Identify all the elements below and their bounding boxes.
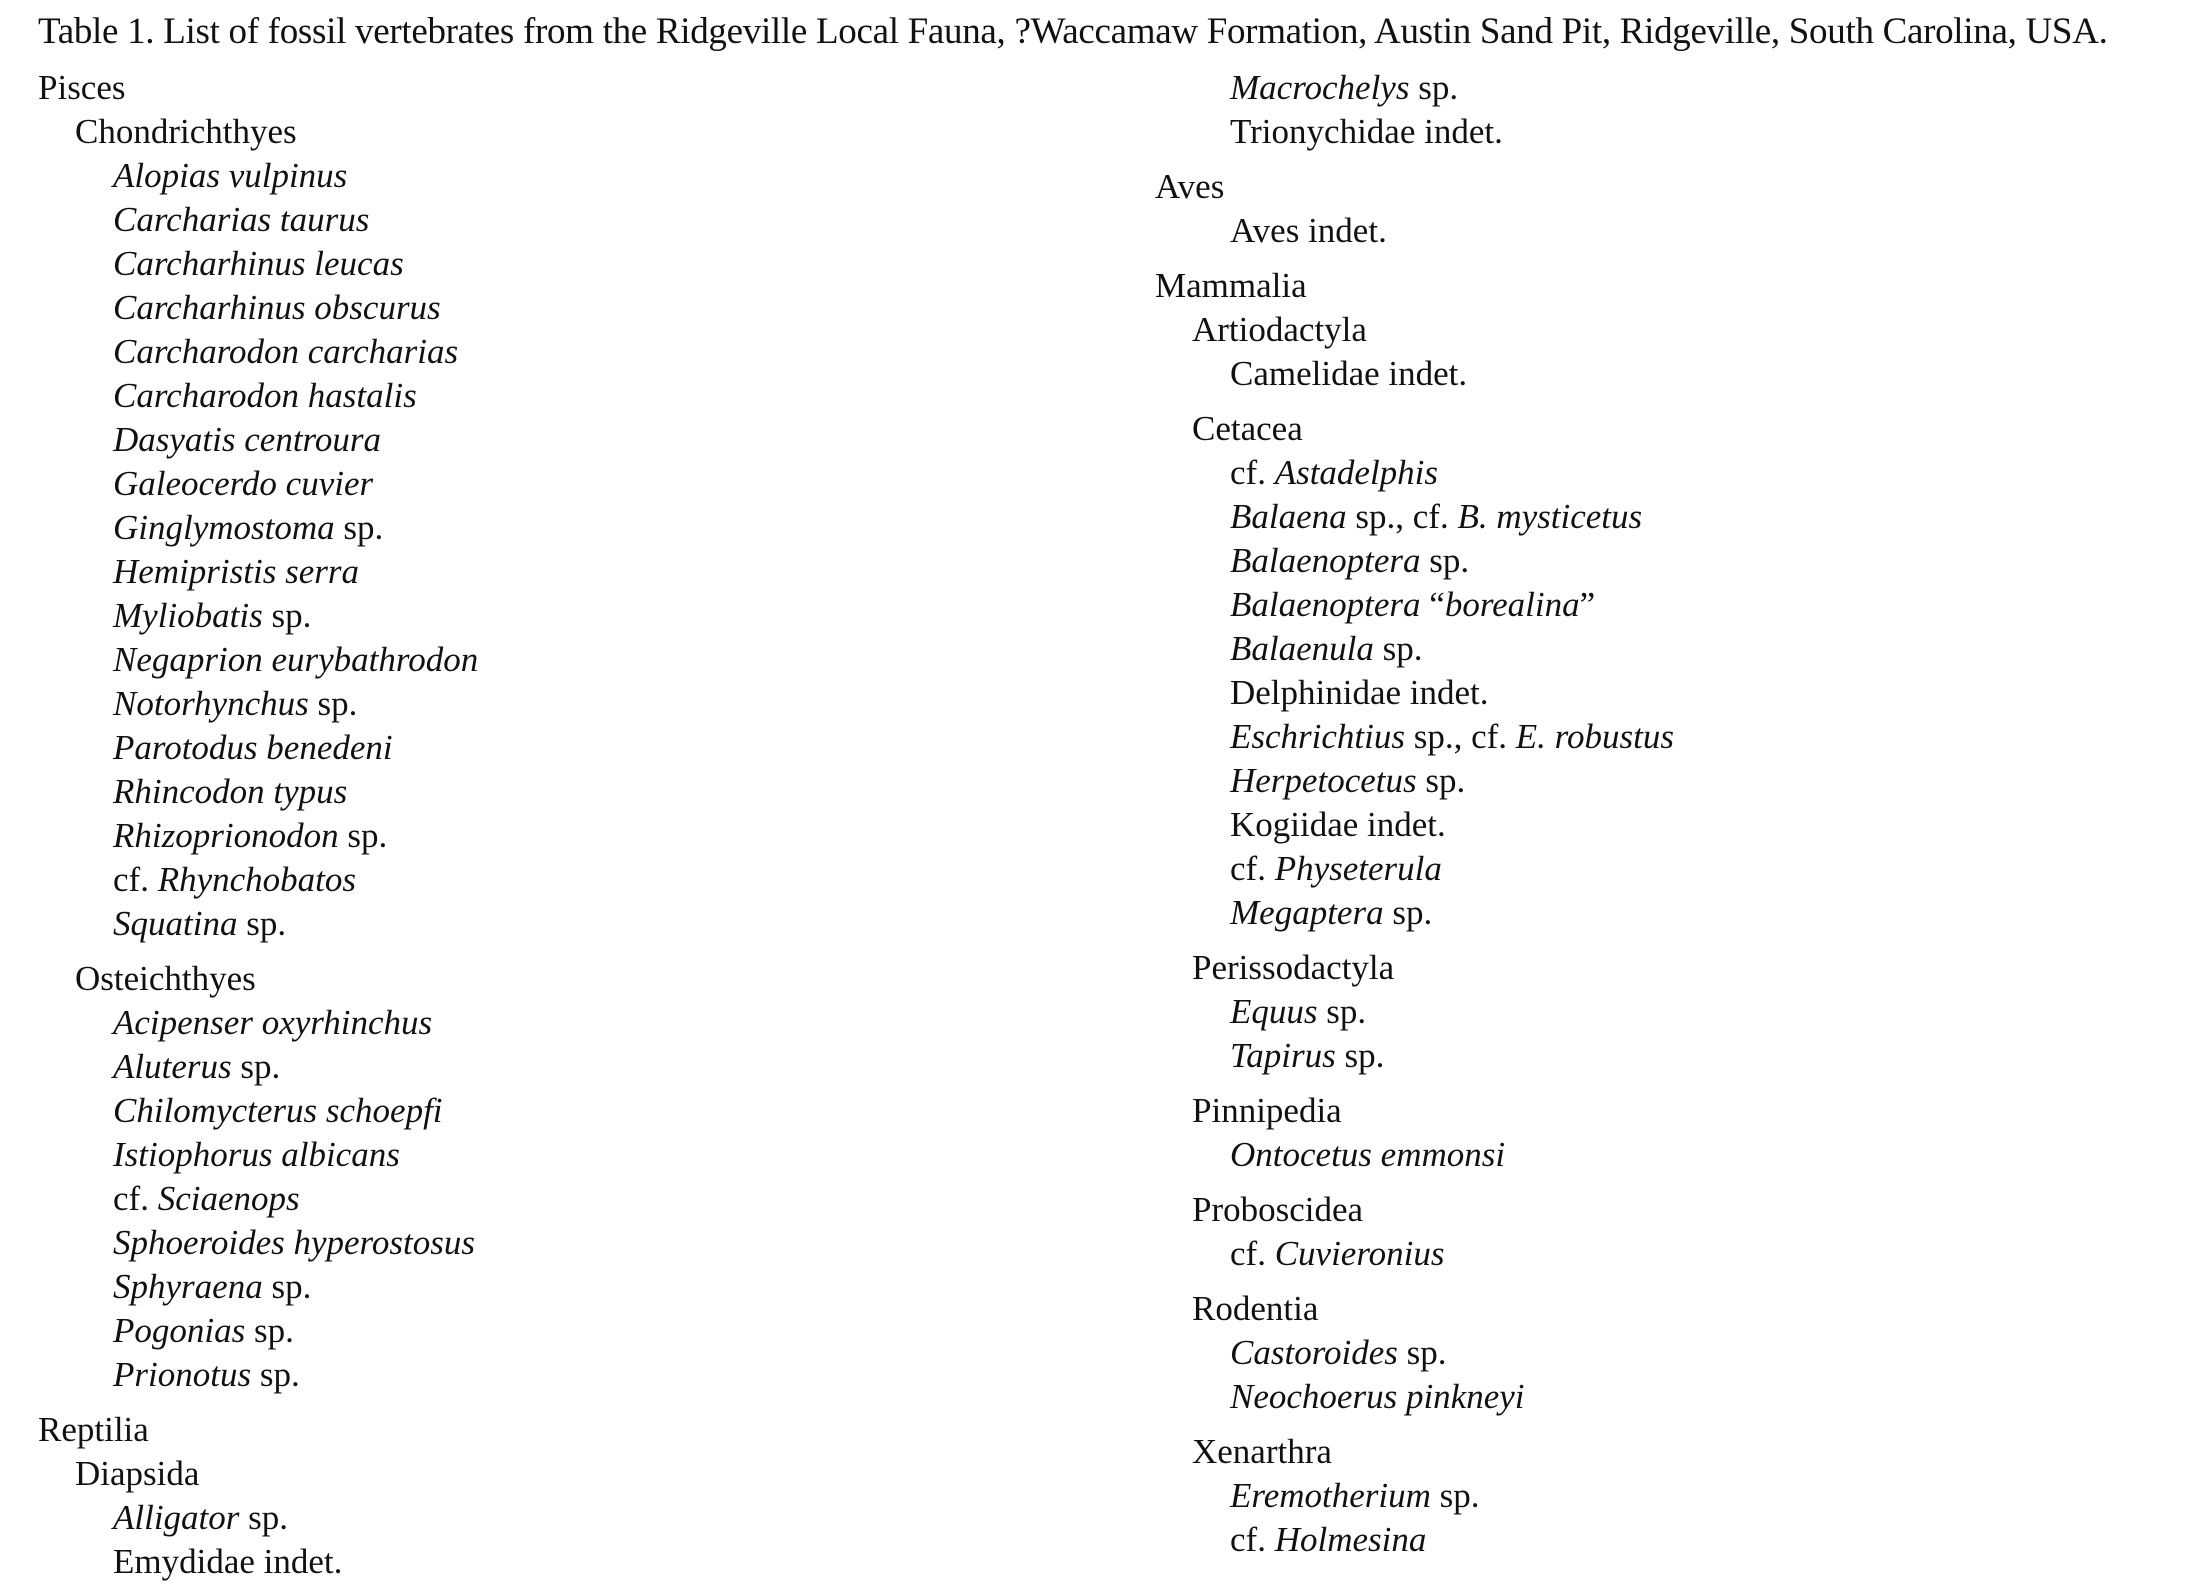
taxon-name-italic: Aluterus xyxy=(113,1047,232,1086)
taxon-name-italic: Eremotherium xyxy=(1230,1476,1431,1515)
taxon-text: Kogiidae indet. xyxy=(1230,805,1446,844)
taxon-entry-row xyxy=(38,638,1138,682)
taxon-name-italic: Rhynchobatos xyxy=(157,860,356,899)
taxon-entry-row xyxy=(1155,352,2185,396)
taxon-name-italic: Macrochelys xyxy=(1230,68,1410,107)
taxon-entry-row xyxy=(38,902,1138,946)
taxon-name-italic: Ontocetus emmonsi xyxy=(1230,1135,1506,1174)
taxon-entry-row xyxy=(38,682,1138,726)
taxon-entry-row xyxy=(38,1309,1138,1353)
taxon-name-italic: Parotodus benedeni xyxy=(113,728,393,767)
taxon-entry-row xyxy=(1155,1133,2185,1177)
taxon-entry-row xyxy=(38,286,1138,330)
taxon-name-italic: Cuvieronius xyxy=(1274,1234,1445,1273)
taxon-order-row xyxy=(38,1452,1138,1496)
taxon-text: sp., cf. xyxy=(1346,497,1458,536)
taxon-entry-row xyxy=(38,1001,1138,1045)
taxon-entry-row xyxy=(1155,1375,2185,1419)
taxon-text: sp. xyxy=(1397,1333,1447,1372)
taxon-class-row xyxy=(38,1408,1138,1452)
table-caption: Table 1. List of fossil vertebrates from the Ridgeville Local Fauna, ?Waccamaw Formation, Austin Sand Pit, Ridgeville, South Carolina, USA. xyxy=(38,11,2108,52)
taxon-name-italic: Balaenoptera xyxy=(1230,541,1421,580)
taxon-name-italic: Istiophorus albicans xyxy=(113,1135,400,1174)
taxa-column-right xyxy=(1155,66,2185,1562)
taxon-order-row xyxy=(1155,1188,2185,1232)
taxon-name-italic: Tapirus xyxy=(1230,1036,1336,1075)
taxon-entry-row xyxy=(1155,451,2185,495)
taxon-text: sp. xyxy=(239,1498,289,1537)
taxon-entry-row xyxy=(38,1540,1138,1584)
taxon-entry-row xyxy=(38,1045,1138,1089)
taxon-entry-row xyxy=(1155,1034,2185,1078)
taxon-entry-row xyxy=(38,1133,1138,1177)
taxon-name-italic: Carcharias taurus xyxy=(113,200,370,239)
taxon-name-italic: Dasyatis centroura xyxy=(113,420,381,459)
taxon-text: Diapsida xyxy=(75,1454,200,1493)
taxon-entry-row xyxy=(1155,759,2185,803)
taxon-entry-row xyxy=(38,770,1138,814)
taxon-text: sp. xyxy=(1420,541,1470,580)
taxon-text: sp. xyxy=(334,508,384,547)
taxon-text: Artiodactyla xyxy=(1192,310,1367,349)
taxon-entry-row xyxy=(1155,209,2185,253)
taxon-entry-row xyxy=(1155,627,2185,671)
taxon-name-italic: Rhizoprionodon xyxy=(113,816,339,855)
taxon-entry-row xyxy=(1155,671,2185,715)
taxon-entry-row xyxy=(1155,1232,2185,1276)
taxon-order-row xyxy=(1155,407,2185,451)
taxon-text: Trionychidae indet. xyxy=(1230,112,1503,151)
taxon-text: sp. xyxy=(245,1311,294,1350)
taxon-entry-row xyxy=(1155,1518,2185,1562)
taxon-text: Perissodactyla xyxy=(1192,948,1395,987)
taxon-text: sp. xyxy=(251,1355,300,1394)
taxon-entry-row xyxy=(38,1089,1138,1133)
taxon-name-italic: Eschrichtius xyxy=(1230,717,1405,756)
taxon-entry-row xyxy=(38,462,1138,506)
taxon-text: sp. xyxy=(237,904,287,943)
taxon-name-italic: Neochoerus pinkneyi xyxy=(1230,1377,1525,1416)
taxon-name-italic: Castoroides xyxy=(1230,1333,1398,1372)
taxon-entry-row xyxy=(38,154,1138,198)
taxon-entry-row xyxy=(38,814,1138,858)
taxon-name-italic: Balaenoptera xyxy=(1230,585,1421,624)
taxon-class-row xyxy=(1155,264,2185,308)
taxon-name-italic: Sphoeroides hyperostosus xyxy=(113,1223,475,1262)
taxa-column-left xyxy=(38,66,1138,1584)
taxon-name-italic: Hemipristis serra xyxy=(113,552,359,591)
taxon-class-row xyxy=(38,66,1138,110)
taxon-text: Reptilia xyxy=(38,1410,149,1449)
taxon-entry-row xyxy=(1155,803,2185,847)
taxon-name-italic: Chilomycterus schoepfi xyxy=(113,1091,443,1130)
taxon-name-italic: Alopias vulpinus xyxy=(113,156,348,195)
taxon-text: Delphinidae indet. xyxy=(1230,673,1489,712)
taxon-entry-row xyxy=(38,1496,1138,1540)
taxon-name-italic: Holmesina xyxy=(1274,1520,1427,1559)
taxon-entry-row xyxy=(1155,1331,2185,1375)
taxon-entry-row xyxy=(38,242,1138,286)
taxon-entry-row xyxy=(1155,539,2185,583)
taxon-name-italic: Balaena xyxy=(1230,497,1347,536)
taxon-entry-row xyxy=(38,198,1138,242)
taxon-text: Aves xyxy=(1155,167,1225,206)
taxon-name-italic: Physeterula xyxy=(1274,849,1442,888)
taxon-order-row xyxy=(1155,1430,2185,1474)
taxon-name-italic: Carcharhinus obscurus xyxy=(113,288,441,327)
taxon-entry-row xyxy=(1155,1474,2185,1518)
taxon-entry-row xyxy=(38,1353,1138,1397)
taxon-entry-row xyxy=(38,1221,1138,1265)
taxon-order-row xyxy=(1155,946,2185,990)
taxon-text: sp. xyxy=(308,684,358,723)
taxon-text: sp. xyxy=(1373,629,1423,668)
taxon-entry-row xyxy=(1155,891,2185,935)
taxon-order-row xyxy=(38,957,1138,1001)
taxon-text: sp. xyxy=(1409,68,1459,107)
taxon-entry-row xyxy=(1155,847,2185,891)
taxon-name-italic: Negaprion eurybathrodon xyxy=(113,640,479,679)
taxon-entry-row xyxy=(38,858,1138,902)
taxon-name-italic: Galeocerdo cuvier xyxy=(113,464,374,503)
taxon-text: cf. xyxy=(1230,453,1275,492)
taxon-name-italic: Carcharodon carcharias xyxy=(113,332,459,371)
taxon-text: Pisces xyxy=(38,68,126,107)
taxon-entry-row xyxy=(38,1177,1138,1221)
taxon-text: sp. xyxy=(262,1267,312,1306)
taxon-text: Cetacea xyxy=(1192,409,1303,448)
taxon-name-italic: Balaenula xyxy=(1230,629,1374,668)
taxon-text: sp. xyxy=(1430,1476,1480,1515)
taxon-text: Camelidae indet. xyxy=(1230,354,1468,393)
taxon-text: sp. xyxy=(262,596,312,635)
taxon-name-italic: Carcharhinus leucas xyxy=(113,244,404,283)
taxon-name-italic: borealina xyxy=(1444,585,1580,624)
taxon-order-row xyxy=(38,110,1138,154)
taxon-name-italic: Rhincodon typus xyxy=(113,772,348,811)
taxon-name-italic: Alligator xyxy=(113,1498,240,1537)
taxon-name-italic: Megaptera xyxy=(1230,893,1384,932)
taxon-order-row xyxy=(1155,308,2185,352)
taxon-name-italic: Sphyraena xyxy=(113,1267,263,1306)
taxon-text: cf. xyxy=(1230,1234,1275,1273)
taxon-text: sp., cf. xyxy=(1404,717,1516,756)
taxon-text: Mammalia xyxy=(1155,266,1307,305)
taxon-name-italic: B. mysticetus xyxy=(1457,497,1643,536)
taxon-text: Xenarthra xyxy=(1192,1432,1332,1471)
taxon-entry-row xyxy=(38,550,1138,594)
taxon-entry-row xyxy=(1155,583,2185,627)
taxon-order-row xyxy=(1155,1089,2185,1133)
taxon-text: Rodentia xyxy=(1192,1289,1319,1328)
taxon-name-italic: Myliobatis xyxy=(113,596,263,635)
taxon-entry-row xyxy=(1155,715,2185,759)
taxon-entry-row xyxy=(38,506,1138,550)
taxon-name-italic: E. robustus xyxy=(1515,717,1674,756)
taxon-text: Aves indet. xyxy=(1230,211,1387,250)
taxon-text: sp. xyxy=(1416,761,1466,800)
taxon-class-row xyxy=(1155,165,2185,209)
taxon-text: “ xyxy=(1420,585,1445,624)
taxon-entry-row xyxy=(38,1265,1138,1309)
taxon-text: sp. xyxy=(338,816,388,855)
taxon-text: sp. xyxy=(1335,1036,1385,1075)
taxon-entry-row xyxy=(1155,495,2185,539)
taxon-name-italic: Equus xyxy=(1230,992,1318,1031)
taxon-name-italic: Carcharodon hastalis xyxy=(113,376,417,415)
taxon-entry-row xyxy=(38,594,1138,638)
taxon-name-italic: Herpetocetus xyxy=(1230,761,1417,800)
taxon-text: sp. xyxy=(231,1047,281,1086)
taxon-entry-row xyxy=(1155,66,2185,110)
taxon-entry-row xyxy=(1155,990,2185,1034)
taxon-text: cf. xyxy=(113,1179,158,1218)
taxon-text: sp. xyxy=(1383,893,1433,932)
taxon-entry-row xyxy=(38,374,1138,418)
taxon-text: Proboscidea xyxy=(1192,1190,1364,1229)
taxon-entry-row xyxy=(38,418,1138,462)
taxon-name-italic: Pogonias xyxy=(113,1311,246,1350)
taxon-text: Osteichthyes xyxy=(75,959,256,998)
taxon-order-row xyxy=(1155,1287,2185,1331)
taxon-name-italic: Acipenser oxyrhinchus xyxy=(113,1003,433,1042)
taxon-text: ” xyxy=(1579,585,1596,624)
taxon-name-italic: Ginglymostoma xyxy=(113,508,335,547)
taxon-entry-row xyxy=(38,726,1138,770)
taxon-text: Chondrichthyes xyxy=(75,112,297,151)
taxon-text: Emydidae indet. xyxy=(113,1542,343,1581)
taxon-name-italic: Prionotus xyxy=(113,1355,252,1394)
taxon-name-italic: Notorhynchus xyxy=(113,684,309,723)
taxon-text: Pinnipedia xyxy=(1192,1091,1342,1130)
taxon-text: sp. xyxy=(1317,992,1367,1031)
taxon-text: cf. xyxy=(1230,849,1275,888)
taxon-name-italic: Astadelphis xyxy=(1274,453,1439,492)
taxon-entry-row xyxy=(38,330,1138,374)
taxon-text: cf. xyxy=(113,860,158,899)
taxon-name-italic: Sciaenops xyxy=(157,1179,300,1218)
taxon-name-italic: Squatina xyxy=(113,904,238,943)
taxon-entry-row xyxy=(1155,110,2185,154)
taxon-text: cf. xyxy=(1230,1520,1275,1559)
